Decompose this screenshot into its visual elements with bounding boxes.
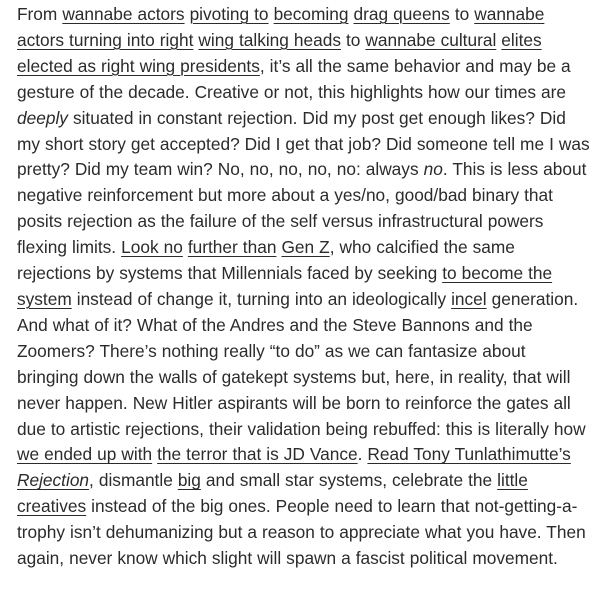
text-segment: . — [357, 444, 368, 465]
link-wannabe-actors[interactable]: wannabe actors — [62, 4, 185, 24]
link-becoming[interactable]: becoming — [273, 4, 349, 24]
link-look-no[interactable]: Look no — [121, 237, 183, 258]
text-segment: situated in constant rejection. Did my post get enough likes? Did my short story get accepted? Did I get that job? Did someone tell me I was pretty? Did my team win? No, no, no, no, no: always — [17, 107, 590, 180]
text-segment: . This is less about negative reinforcement but more about a yes/no, good/bad binary that posits rejection as the failure of the self versus infrastructural powers flexing limits. — [17, 159, 587, 258]
link-little-creatives[interactable]: little creatives — [17, 470, 528, 517]
link-we-ended-up-with[interactable]: we ended up with — [17, 444, 153, 465]
article-paragraph — [17, 2, 592, 572]
link-elites-elected[interactable]: elites elected as right wing presidents — [17, 29, 542, 76]
emphasis-deeply: deeply — [17, 107, 68, 128]
link-to-become-the-system[interactable]: to become the system — [17, 263, 553, 309]
link-terror-jd-vance[interactable]: the terror that is JD Vance — [157, 444, 358, 465]
link-wannabe-cultural[interactable]: wannabe cultural — [365, 29, 497, 50]
link-read-rejection-text: Read Tony Tunlathimutte’s — [367, 444, 571, 465]
book-title-rejection: Rejection — [17, 470, 90, 491]
link-further-than[interactable]: further than — [187, 237, 277, 258]
text-segment: instead of the big ones. People need to learn that not-getting-a-trophy isn’t dehumanizing but a reason to appreciate what you have. Then again, never know which slight will spawn a fascist political movement. — [17, 496, 586, 569]
text-segment: , who calcified the same rejections by systems that Millennials faced by seeking — [17, 237, 515, 284]
link-wing-talking-heads[interactable]: wing talking heads — [198, 29, 341, 50]
link-gen-z[interactable]: Gen Z — [281, 237, 330, 258]
link-incel[interactable]: incel — [451, 288, 487, 309]
text-segment: , it’s all the same behavior and may be a gesture of the decade. Creative or not, this highlights how our times are — [17, 55, 571, 102]
link-pivoting-to[interactable]: pivoting to — [189, 4, 269, 24]
link-big[interactable]: big — [177, 470, 201, 491]
link-wannabe-actors-right[interactable]: wannabe actors turning into right — [17, 4, 545, 50]
text-segment: From — [17, 4, 63, 24]
text-segment: instead of change it, turning into an ideologically — [71, 288, 452, 309]
emphasis-no: no — [423, 159, 443, 180]
text-segment: to — [449, 4, 475, 24]
text-segment: , dismantle — [89, 470, 178, 491]
link-drag-queens[interactable]: drag queens — [353, 4, 450, 24]
text-segment: to — [341, 29, 366, 50]
text-segment: generation. And what of it? What of the Andres and the Steve Bannons and the Zoomers? There’s nothing really “to do” as we can fantasize about bringing down the walls of gatekept systems but, here, in reality, that will never happen. New Hitler aspirants will be born to reinforce the gates all due to artistic rejections, their validation being rebuffed: this is literally how — [17, 288, 586, 439]
text-segment: and small star systems, celebrate the — [200, 470, 498, 491]
